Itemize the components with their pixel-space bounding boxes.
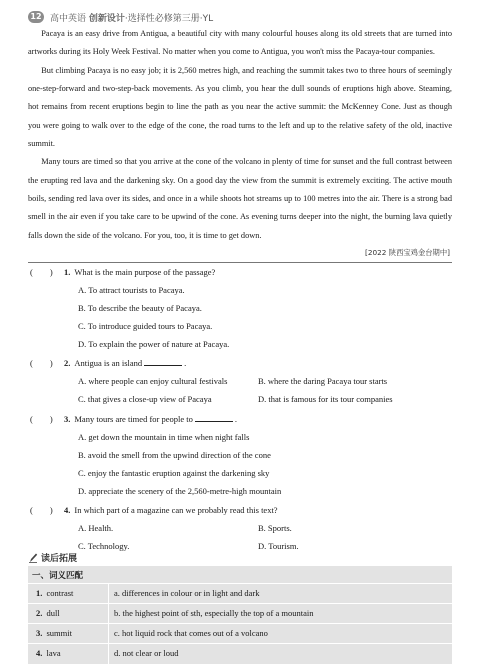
option-d[interactable]: D. Tourism.: [258, 541, 299, 551]
question-2: [30, 357, 186, 369]
question-stem: Many tours are timed for people to: [74, 414, 193, 424]
option-c[interactable]: C. enjoy the fantastic eruption against the darkening sky: [78, 468, 270, 478]
vocab-definition: c. hot liquid rock that comes out of a volcano: [114, 628, 268, 638]
option-a[interactable]: A. Health.: [78, 523, 114, 533]
question-4: [30, 504, 278, 516]
column-divider: [108, 583, 109, 664]
option-b[interactable]: B. Sports.: [258, 523, 292, 533]
option-a[interactable]: A. get down the mountain in time when night falls: [78, 432, 250, 442]
answer-bracket[interactable]: ( ): [30, 414, 53, 424]
option-d[interactable]: D. To explain the power of nature at Pacaya.: [78, 339, 230, 349]
answer-bracket[interactable]: ( ): [30, 358, 53, 368]
answer-bracket[interactable]: ( ): [30, 267, 53, 277]
vocab-row: [28, 643, 452, 663]
question-stem-end: .: [184, 358, 187, 368]
section-title: [28, 551, 77, 564]
vocab-definition: a. differences in colour or in light and dark: [114, 588, 260, 598]
source-note: [2022 陕西宝鸡金台期中]: [365, 248, 450, 257]
row-number: 1.: [36, 588, 43, 598]
vocab-word: summit: [46, 628, 73, 638]
option-b[interactable]: B. To describe the beauty of Pacaya.: [78, 303, 202, 313]
divider-line: [28, 262, 452, 263]
option-c[interactable]: C. To introduce guided tours to Pacaya.: [78, 321, 213, 331]
vocab-definition: d. not clear or loud: [114, 648, 179, 658]
question-1: [30, 266, 215, 278]
question-number: 1.: [64, 267, 71, 277]
row-number: 4.: [36, 648, 43, 658]
option-d[interactable]: D. appreciate the scenery of the 2,560-metre-high mountain: [78, 486, 282, 496]
vocab-row: [28, 623, 452, 643]
vocab-row: [28, 603, 452, 623]
book-label: ·选择性必修第三册·YL: [124, 13, 214, 24]
option-c[interactable]: C. that gives a close-up view of Pacaya: [78, 394, 212, 404]
question-number: 4.: [64, 505, 71, 515]
question-number: 2.: [64, 358, 71, 368]
question-stem: What is the main purpose of the passage?: [74, 267, 216, 277]
subject-label: 高中英语: [50, 13, 87, 24]
question-stem: Antigua is an island: [74, 358, 143, 368]
vocab-word: contrast: [46, 588, 74, 598]
vocab-word: dull: [46, 608, 60, 618]
vocab-definition: b. the highest point of sth, especially the top of a mountain: [114, 608, 314, 618]
vocab-word: lava: [46, 648, 61, 658]
option-a[interactable]: A. To attract tourists to Pacaya.: [78, 285, 185, 295]
question-3: [30, 413, 237, 425]
passage-paragraph: Pacaya is an easy drive from Antigua, a beautiful city with many colourful houses along its old streets that are turned into artworks during its Holy Week Festival. No matter when you come to Antigua, you won't miss the Pacaya-tour companies.: [28, 29, 452, 57]
question-number: 3.: [64, 414, 71, 424]
page-header: [28, 10, 213, 24]
vocab-subtitle: 一、词义匹配: [32, 571, 84, 581]
row-number: 3.: [36, 628, 43, 638]
option-a[interactable]: A. where people can enjoy cultural festivals: [78, 376, 228, 386]
passage-paragraph: But climbing Pacaya is no easy job; it is 2,560 metres high, and reaching the summit takes two to three hours of seemingly one-step-forward and two-step-back movements. As you climb, you hear the dull sounds of eruptions high above. Steaming, hot remains from recent eruptions begin to line the path as you near the active summit: the McKenney Cone. Just as though you were going to walk over to the edge of the cone, the road turns to the left and up to the relative safety of the old, inactive summit.: [28, 65, 452, 149]
question-stem: In which part of a magazine can we probably read this text?: [74, 505, 278, 515]
answer-bracket[interactable]: ( ): [30, 505, 53, 515]
option-b[interactable]: B. where the daring Pacaya tour starts: [258, 376, 388, 386]
question-stem-end: .: [234, 414, 237, 424]
row-number: 2.: [36, 608, 43, 618]
page-number: 12: [28, 11, 44, 23]
answer-blank[interactable]: [144, 357, 182, 366]
brand-label: 创新设计: [88, 13, 125, 24]
option-d[interactable]: D. that is famous for its tour companies: [258, 394, 393, 404]
answer-blank[interactable]: [195, 413, 233, 422]
passage-paragraph: Many tours are timed so that you arrive at the cone of the volcano in plenty of time for sunset and the full contrast between the erupting red lava and the darkening sky. On a good day the view from the summit is extremely exciting. The active mouth boils, sending red lava over its sides, and once in a while shoots hot streams up to 100 metres into the air. There is a strong bad smell in the air even if you take care to be upwind of the cone. As evening turns deeper into the night, the burning lava quietly falls down the side of the volcano. For you, too, it is time to get down.: [28, 157, 452, 240]
vocab-matching-box: [28, 566, 452, 664]
vocab-row: [28, 583, 452, 603]
option-c[interactable]: C. Technology.: [78, 541, 130, 551]
pen-icon: [28, 552, 38, 563]
section-title-text: 读后拓展: [41, 554, 78, 564]
option-b[interactable]: B. avoid the smell from the upwind direction of the cone: [78, 450, 271, 460]
reading-passage: [28, 25, 452, 245]
